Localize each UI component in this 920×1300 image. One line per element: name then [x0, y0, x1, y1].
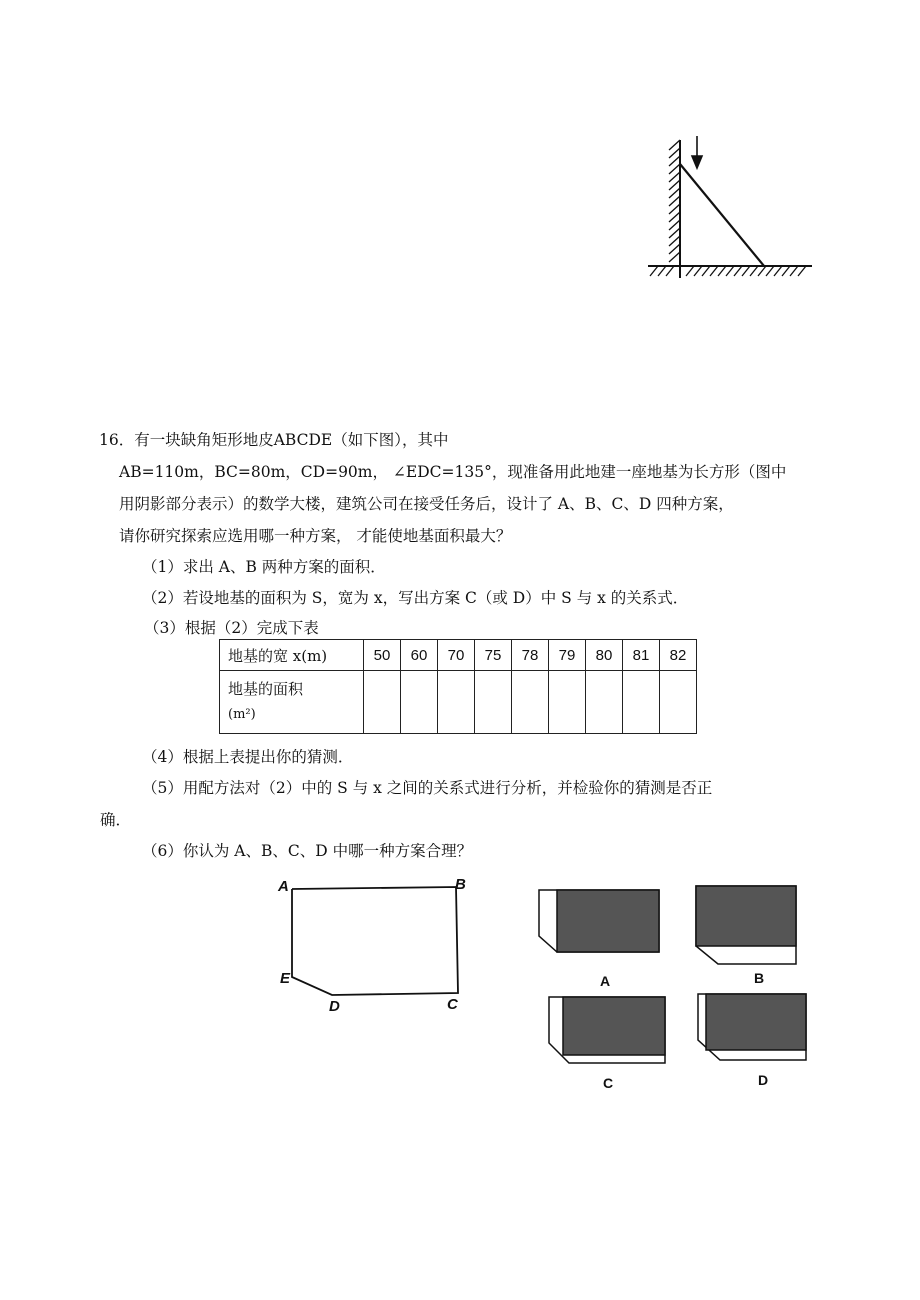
table-row-width — [220, 640, 697, 671]
table-header-width: 地基的宽 x(m) — [220, 640, 364, 671]
down-arrow-icon — [692, 136, 702, 168]
vertex-label-c: C — [447, 996, 458, 1013]
table-cell-width: 60 — [401, 640, 438, 671]
table-cell-area-empty[interactable] — [438, 671, 475, 734]
wall-ladder-diagram — [640, 128, 820, 288]
table-cell-area-empty[interactable] — [660, 671, 697, 734]
problem-title: 16．有一块缺角矩形地皮ABCDE（如下图），其中 — [99, 431, 449, 449]
option-c-shaded — [563, 997, 665, 1055]
question-6: （6）你认为 A、B、C、D 中哪一种方案合理？ — [142, 842, 473, 860]
option-label-d: D — [758, 1072, 769, 1088]
option-label-a: A — [600, 973, 611, 989]
table-cell-area-empty[interactable] — [475, 671, 512, 734]
table-header-area — [220, 671, 364, 734]
question-4: （4）根据上表提出你的猜测． — [142, 748, 354, 766]
option-b-shaded — [696, 886, 796, 946]
problem-line-4: 请你研究探索应选用哪一种方案， 才能使地基面积最大？ — [119, 527, 512, 545]
vertex-label-b: B — [455, 876, 466, 893]
table-cell-area-empty[interactable] — [586, 671, 623, 734]
wall-hatch — [669, 140, 680, 278]
table-cell-area-empty[interactable] — [623, 671, 660, 734]
table-cell-width: 75 — [475, 640, 512, 671]
table-cell-area-empty[interactable] — [549, 671, 586, 734]
vertex-label-e: E — [280, 970, 291, 987]
question-2: （2）若设地基的面积为 S，宽为 x，写出方案 C（或 D）中 S 与 x 的关系式． — [142, 589, 689, 607]
question-1: （1）求出 A、B 两种方案的面积． — [142, 558, 386, 576]
table-cell-width: 70 — [438, 640, 475, 671]
option-d-shaded — [706, 994, 806, 1050]
table-cell-width: 79 — [549, 640, 586, 671]
vertex-label-a: A — [278, 878, 289, 895]
ground-hatch — [648, 266, 812, 276]
question-3: （3）根据（2）完成下表 — [144, 619, 319, 637]
question-5-cont: 确． — [100, 811, 132, 829]
option-b-diagram — [692, 882, 802, 970]
table-cell-area-empty[interactable] — [364, 671, 401, 734]
table-header-area-unit: (m²) — [228, 707, 256, 722]
option-a-shaded — [557, 890, 659, 952]
option-label-c: C — [603, 1075, 614, 1091]
ladder-line — [680, 164, 764, 266]
table-row-area — [220, 671, 697, 734]
pentagon-outline — [292, 887, 458, 995]
data-table — [219, 639, 697, 734]
table-cell-area-empty[interactable] — [401, 671, 438, 734]
problem-line-2: AB=110m，BC=80m，CD=90m， ∠EDC=135°，现准备用此地建一座地基为长方形（图中 — [119, 463, 787, 481]
problem-line-3: 用阴影部分表示）的数学大楼，建筑公司在接受任务后，设计了 A、B、C、D 四种方案， — [119, 495, 734, 513]
table-cell-width: 82 — [660, 640, 697, 671]
table-cell-width: 80 — [586, 640, 623, 671]
table-cell-width: 78 — [512, 640, 549, 671]
table-cell-area-empty[interactable] — [512, 671, 549, 734]
question-5: （5）用配方法对（2）中的 S 与 x 之间的关系式进行分析，并检验你的猜测是否正 — [142, 779, 713, 797]
table-cell-width: 50 — [364, 640, 401, 671]
option-d-diagram — [694, 990, 810, 1066]
option-a-diagram — [535, 886, 665, 956]
table-header-area-label: 地基的面积 — [228, 680, 304, 698]
vertex-label-d: D — [329, 998, 340, 1015]
table-cell-width: 81 — [623, 640, 660, 671]
option-label-b: B — [754, 970, 765, 986]
option-c-diagram — [545, 993, 669, 1069]
